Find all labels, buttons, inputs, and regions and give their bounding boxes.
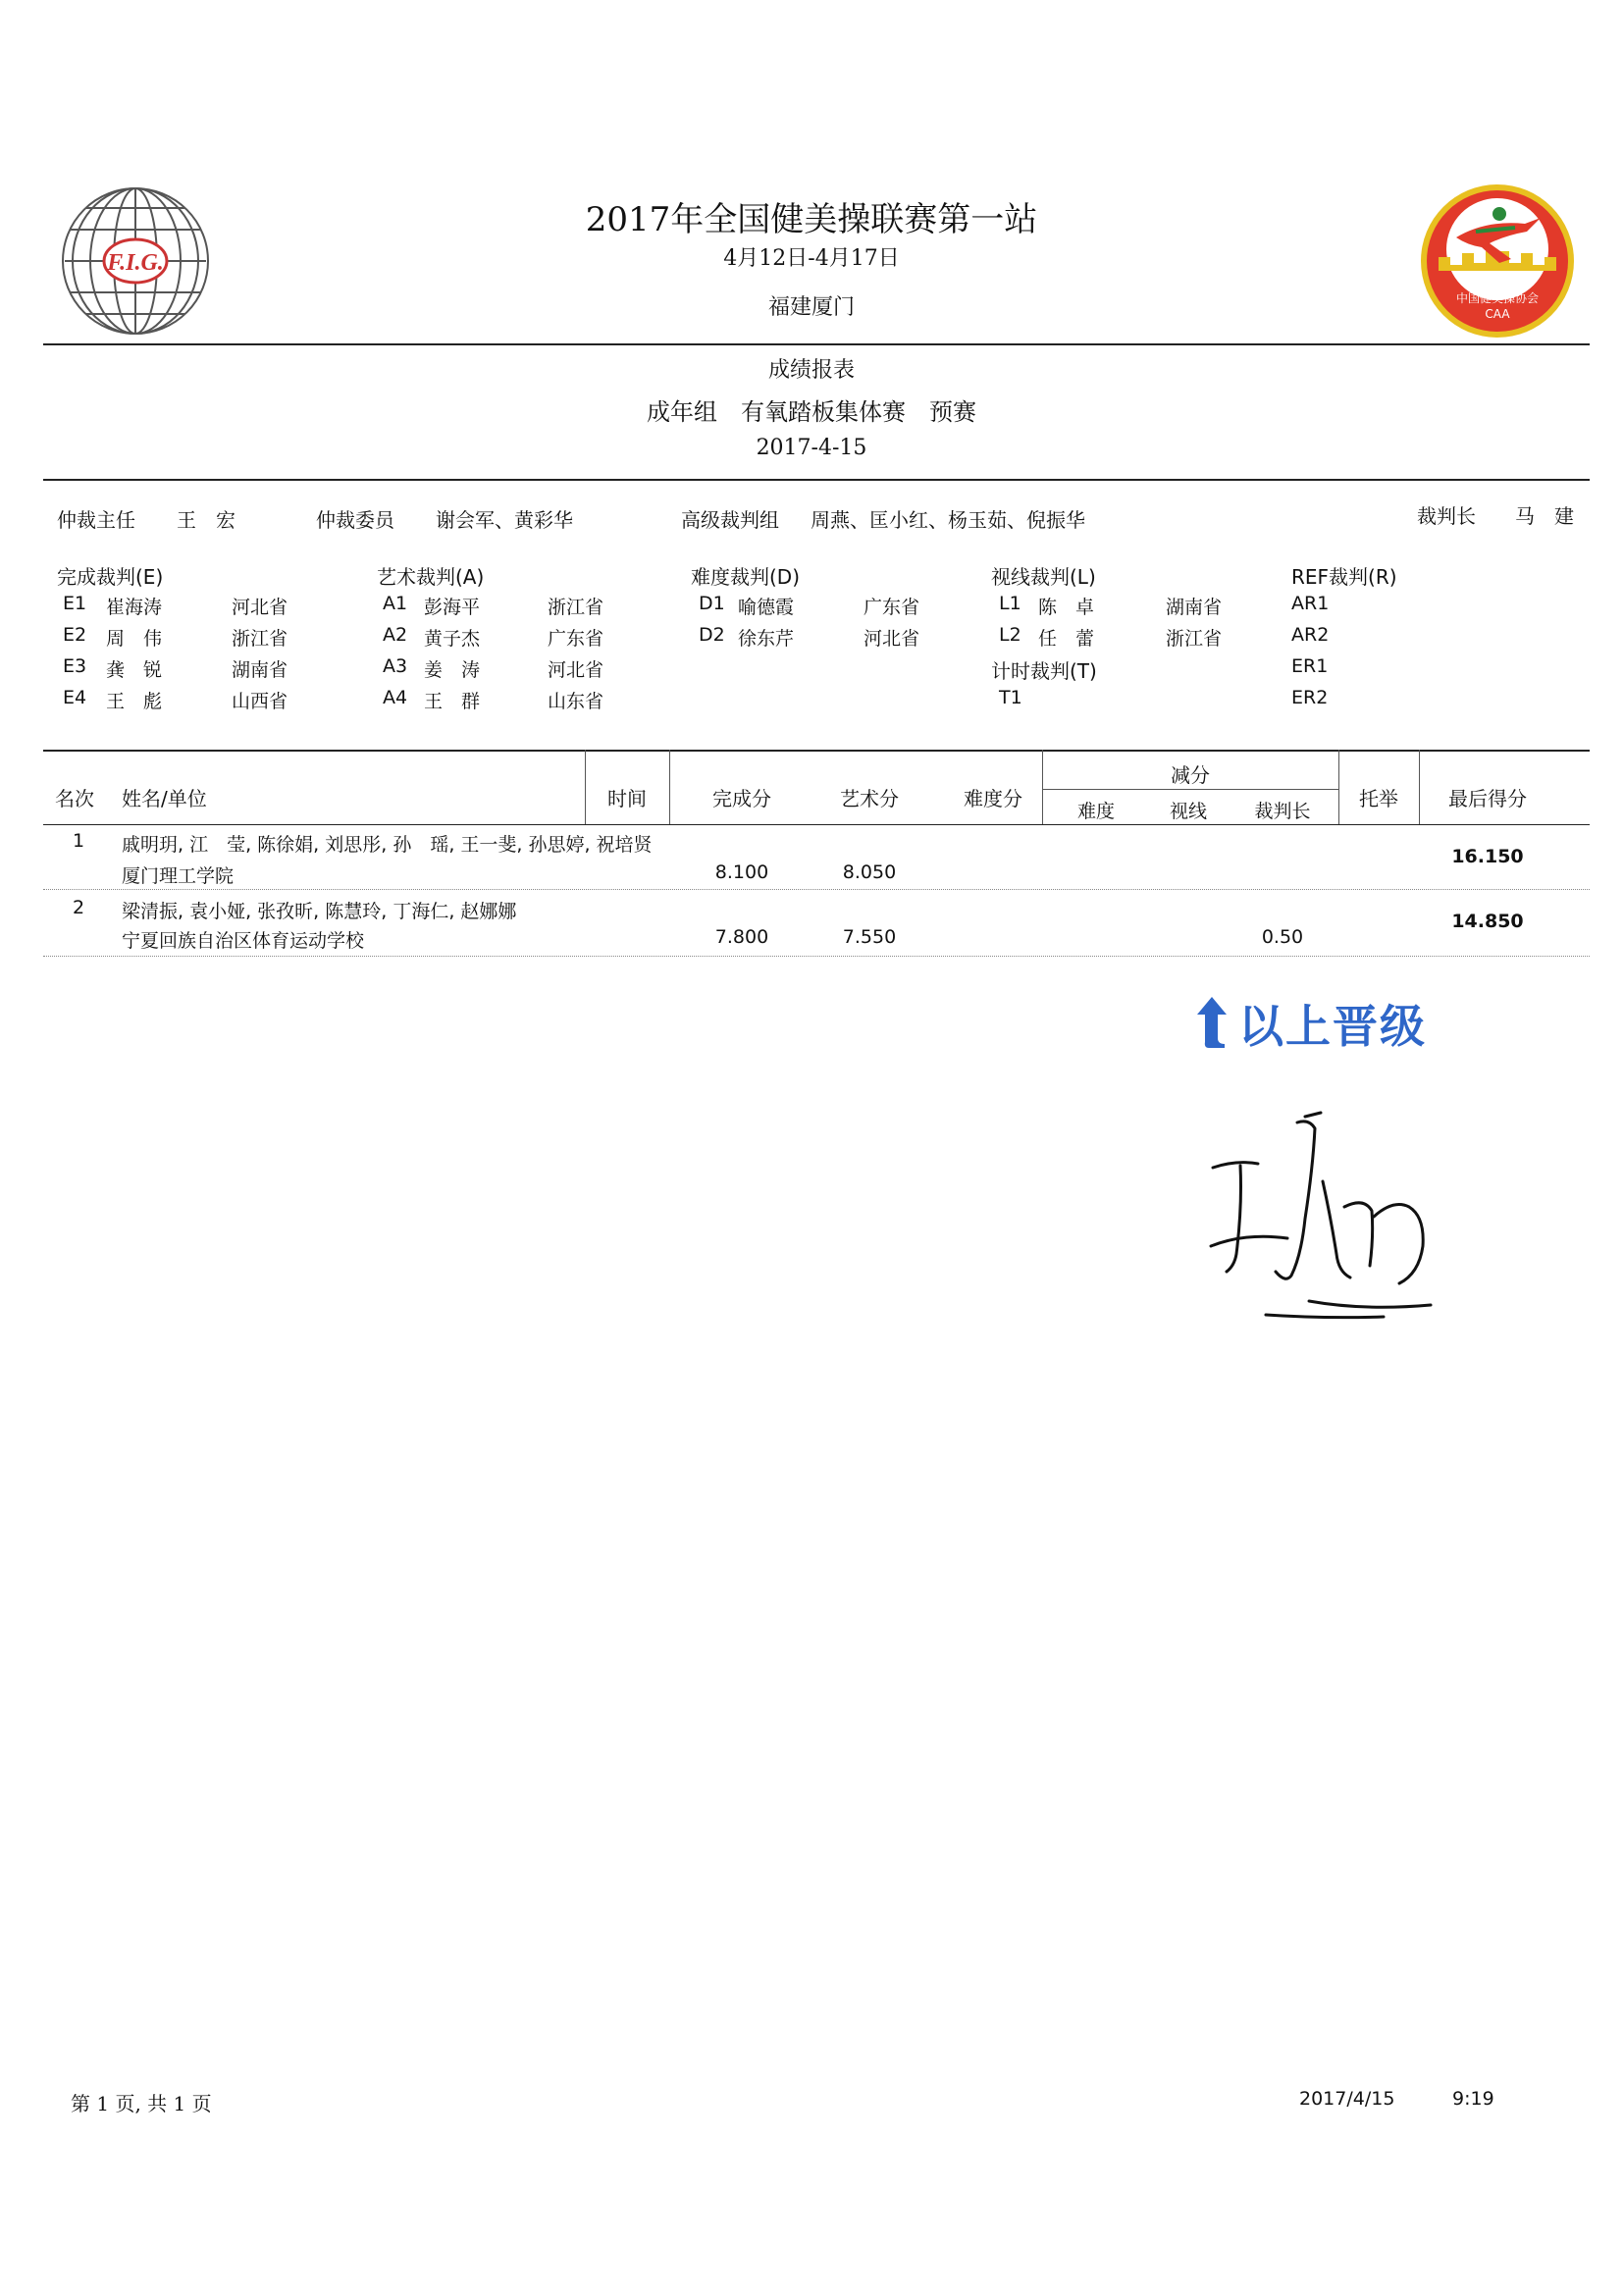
panel-r-title: REF裁判(R) [1291, 565, 1397, 589]
result-artistic: 7.550 [842, 926, 897, 948]
judge-code: E4 [63, 687, 87, 708]
judge-code: ER2 [1291, 687, 1329, 708]
judge-name: 龚 锐 [106, 659, 163, 681]
result-names: 戚明玥, 江 莹, 陈徐娟, 刘思彤, 孙 瑶, 王一斐, 孙思婷, 祝培贤 [122, 834, 653, 856]
caa-logo-text: 中国健美操协会 [1455, 291, 1540, 305]
report-category: 成年组 有氧踏板集体赛 预赛 [647, 398, 976, 426]
judge-province: 广东省 [548, 628, 604, 650]
header-time: 时间 [607, 787, 647, 810]
page-number: 第 1 页, 共 1 页 [71, 2092, 212, 2115]
judge-code: ER1 [1291, 655, 1329, 677]
judge-code: A4 [383, 687, 408, 708]
judge-province: 广东省 [864, 597, 920, 618]
report-date: 2017-4-15 [756, 436, 867, 460]
judge-province: 山东省 [548, 691, 604, 712]
row-divider [43, 956, 1590, 957]
header-rule [43, 343, 1590, 345]
senior-panel-label: 高级裁判组 [681, 508, 779, 532]
col-divider [669, 750, 670, 824]
judge-province: 浙江省 [1166, 628, 1223, 650]
result-execution: 7.800 [714, 926, 769, 948]
judge-province: 湖南省 [1166, 597, 1223, 618]
judge-province: 山西省 [232, 691, 288, 712]
judge-province: 湖南省 [232, 659, 288, 681]
result-names: 梁清振, 袁小娅, 张孜昕, 陈慧玲, 丁海仁, 赵娜娜 [122, 901, 517, 922]
qualify-arrow-icon [1195, 995, 1229, 1052]
judge-code: A1 [383, 593, 408, 614]
table-top-rule [43, 750, 1590, 752]
judge-code: T1 [999, 687, 1022, 708]
result-execution: 8.100 [714, 861, 769, 883]
judge-province: 河北省 [232, 597, 288, 618]
judge-name: 任 蕾 [1038, 628, 1095, 650]
judge-name: 徐东芹 [738, 628, 795, 650]
fig-logo-text: F.I.G. [107, 250, 164, 276]
judge-code: E2 [63, 624, 87, 646]
result-rank: 2 [73, 897, 85, 918]
jury-president-label: 仲裁主任 [57, 508, 135, 532]
header-deductions: 减分 [1171, 763, 1210, 787]
jury-president: 王 宏 [177, 508, 236, 532]
header-difficulty: 难度分 [964, 787, 1022, 810]
signature [1207, 1109, 1462, 1338]
header-artistic: 艺术分 [840, 787, 899, 810]
deductions-divider [1042, 789, 1338, 790]
judge-name: 周 伟 [106, 628, 163, 650]
competition-dates: 4月12日-4月17日 [723, 246, 900, 271]
judge-name: 王 群 [424, 691, 481, 712]
judge-name: 姜 涛 [424, 659, 481, 681]
judge-province: 河北省 [548, 659, 604, 681]
panel-d-title: 难度裁判(D) [691, 565, 801, 589]
judge-province: 河北省 [864, 628, 920, 650]
header-name: 姓名/单位 [122, 787, 207, 810]
head-judge-label: 裁判长 [1417, 504, 1476, 528]
officials-top-rule [43, 479, 1590, 481]
judge-code: AR1 [1291, 593, 1330, 614]
caa-logo-abbr: CAA [1485, 307, 1510, 321]
judge-name: 彭海平 [424, 597, 481, 618]
senior-panel: 周燕、匡小红、杨玉茹、倪振华 [811, 508, 1085, 532]
panel-l-title: 视线裁判(L) [991, 565, 1096, 589]
result-ded-chair: 0.50 [1261, 926, 1304, 948]
judge-name: 黄子杰 [424, 628, 481, 650]
judge-code: D1 [699, 593, 725, 614]
judge-name: 王 彪 [106, 691, 163, 712]
judge-province: 浙江省 [232, 628, 288, 650]
header-ded-line: 视线 [1169, 801, 1207, 822]
judge-name: 喻德霞 [738, 597, 795, 618]
result-artistic: 8.050 [842, 861, 897, 883]
judge-code: AR2 [1291, 624, 1330, 646]
result-rank: 1 [73, 830, 85, 852]
judge-code: E1 [63, 593, 87, 614]
competition-title: 2017年全国健美操联赛第一站 [585, 200, 1038, 239]
jury-members-label: 仲裁委员 [316, 508, 394, 532]
row-divider [43, 889, 1590, 890]
competition-venue: 福建厦门 [767, 295, 855, 320]
judge-code: A2 [383, 624, 408, 646]
header-ded-difficulty: 难度 [1076, 801, 1115, 822]
header-execution: 完成分 [712, 787, 771, 810]
head-judge: 马 建 [1515, 504, 1574, 528]
report-title: 成绩报表 [767, 358, 855, 383]
result-unit: 厦门理工学院 [122, 865, 235, 887]
result-final: 16.150 [1451, 846, 1524, 867]
judge-code: E3 [63, 655, 87, 677]
header-ded-chair: 裁判长 [1254, 801, 1311, 822]
panel-e-title: 完成裁判(E) [57, 565, 164, 589]
qualify-stamp: 以上晋级 [1238, 1000, 1427, 1053]
judge-name: 陈 卓 [1038, 597, 1095, 618]
judge-code: D2 [699, 624, 725, 646]
result-final: 14.850 [1451, 911, 1524, 932]
result-unit: 宁夏回族自治区体育运动学校 [122, 930, 365, 952]
print-date: 2017/4/15 [1299, 2088, 1395, 2110]
judge-code: L2 [999, 624, 1021, 646]
print-time: 9:19 [1452, 2088, 1494, 2110]
judge-name: 崔海涛 [106, 597, 163, 618]
panel-a-title: 艺术裁判(A) [377, 565, 485, 589]
panel-t-title: 计时裁判(T) [991, 659, 1097, 683]
judge-province: 浙江省 [548, 597, 604, 618]
header-rank: 名次 [55, 787, 94, 810]
table-header-rule [43, 824, 1590, 825]
judge-code: A3 [383, 655, 408, 677]
header-final: 最后得分 [1448, 787, 1527, 810]
jury-members: 谢会军、黄彩华 [436, 508, 573, 532]
judge-code: L1 [999, 593, 1021, 614]
header-lift: 托举 [1359, 787, 1398, 810]
